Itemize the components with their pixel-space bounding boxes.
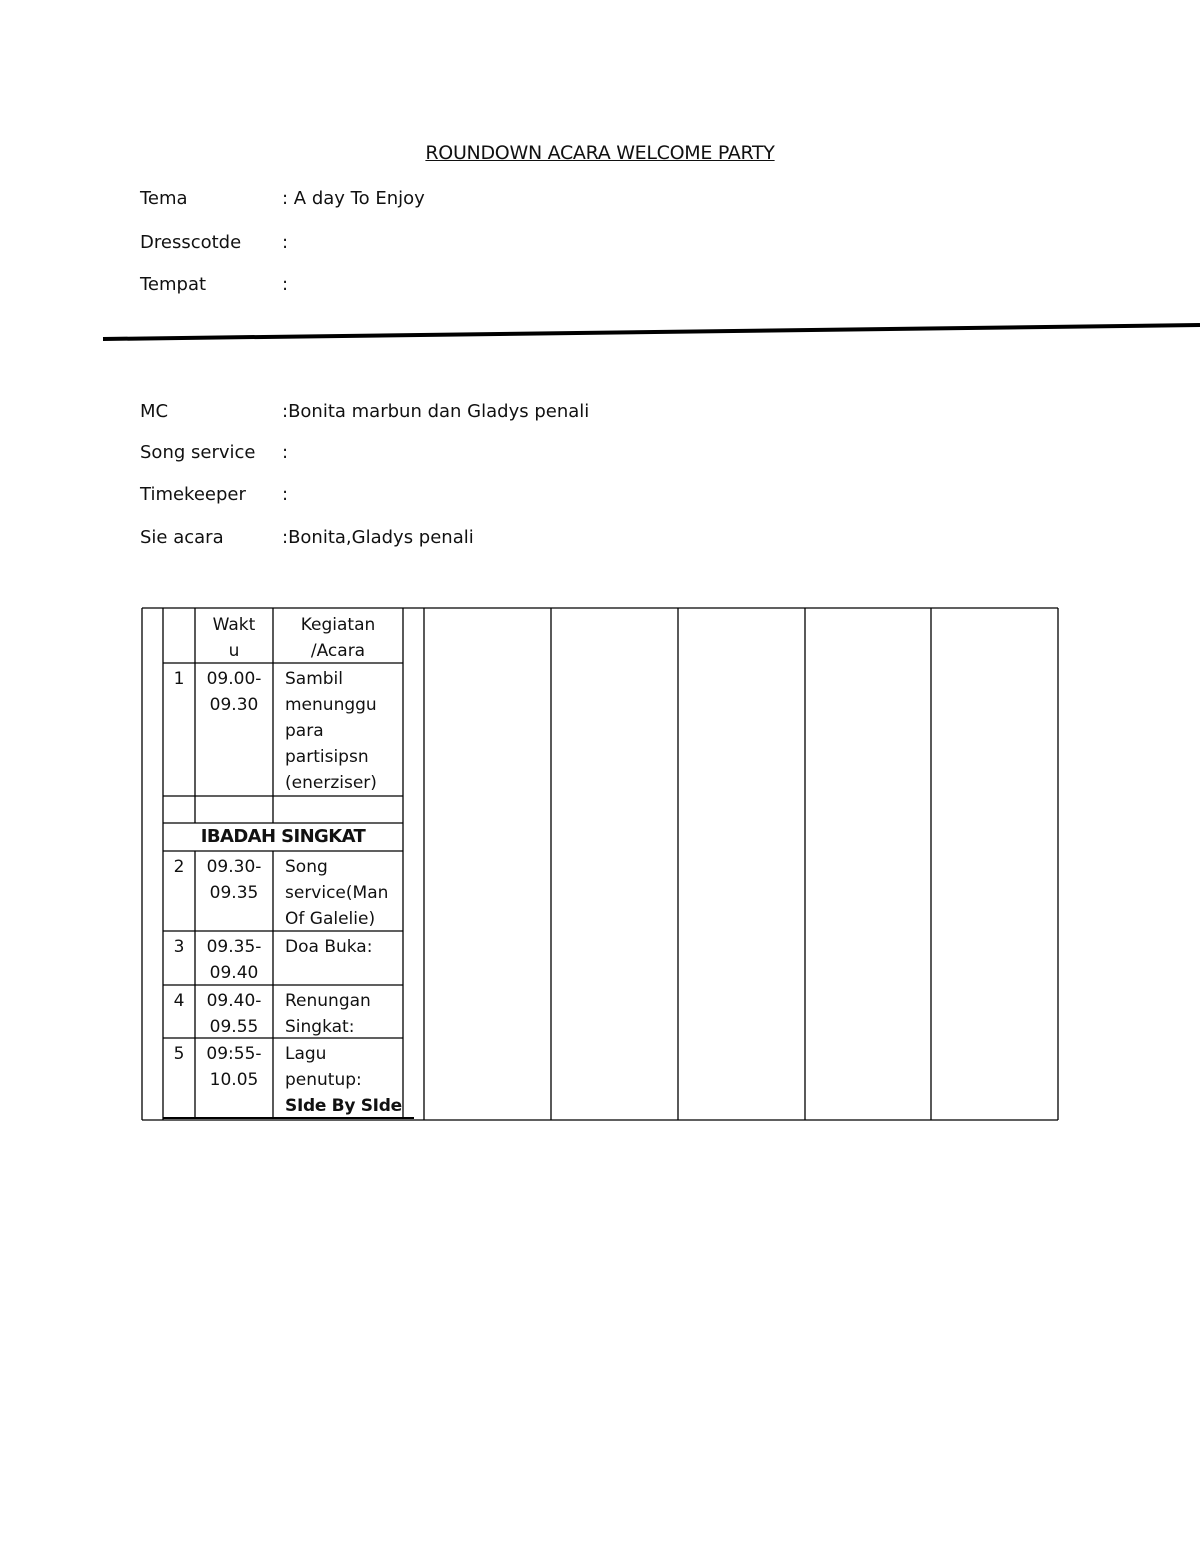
page-title: ROUNDOWN ACARA WELCOME PARTY — [425, 142, 775, 164]
row-time-line: 09.55 — [209, 1017, 259, 1037]
row-activity-line: Sambil — [285, 669, 344, 689]
row-time-line: 09.35- — [206, 937, 262, 957]
header-time-line: Wakt — [212, 615, 256, 635]
info-label: Tempat — [140, 274, 207, 295]
row-activity-line: Song — [285, 857, 328, 877]
row-activity-line: (enerziser) — [285, 773, 377, 793]
header-activity — [274, 612, 402, 664]
row-number: 4 — [173, 991, 185, 1011]
row-time — [196, 988, 272, 1040]
header-activity-line: Kegiatan — [300, 615, 376, 635]
row-activity-line: Of Galelie) — [285, 909, 376, 929]
row-number: 2 — [173, 857, 185, 877]
info-label: Tema — [140, 188, 188, 209]
divider-line — [100, 0, 1200, 360]
row-activity-line: para — [285, 721, 324, 741]
row-number: 1 — [173, 669, 185, 689]
row-activity — [285, 934, 403, 960]
row-time-line: 09.30- — [206, 857, 262, 877]
row-activity-line: Singkat: — [285, 1017, 355, 1037]
header-time — [196, 612, 272, 664]
row-activity-line: partisipsn — [285, 747, 369, 767]
row-activity-line: service(Man — [285, 883, 389, 903]
info-label: Timekeeper — [140, 484, 246, 505]
row-activity — [285, 988, 403, 1040]
row-time — [196, 666, 272, 718]
info-value: : — [282, 274, 289, 295]
row-activity — [285, 666, 403, 796]
info-label: Dresscotde — [140, 232, 242, 253]
row-time-line: 09.35 — [209, 883, 259, 903]
row-activity-song-title: SIde By SIde — [285, 1096, 402, 1116]
row-activity-line: menunggu — [285, 695, 377, 715]
row-time-line: 09.00- — [206, 669, 262, 689]
info-label: MC — [140, 401, 169, 422]
row-activity-line: Doa Buka: — [285, 937, 373, 957]
row-time-line: 09.40 — [209, 963, 259, 983]
row-activity-line: penutup: — [285, 1070, 362, 1090]
row-number: 3 — [173, 937, 185, 957]
info-value: : — [282, 232, 289, 253]
row-number: 5 — [173, 1044, 185, 1064]
row-time-line: 10.05 — [209, 1070, 259, 1090]
row-activity-line: Renungan — [285, 991, 371, 1011]
info-value: :Bonita marbun dan Gladys penali — [282, 401, 590, 422]
row-time — [196, 1041, 272, 1093]
info-value: : — [282, 442, 289, 463]
header-time-line: u — [228, 641, 240, 661]
row-activity — [285, 854, 403, 932]
info-value: :Bonita,Gladys penali — [282, 527, 474, 548]
info-label: Song service — [140, 442, 256, 463]
section-label: IBADAH SINGKAT — [200, 826, 366, 847]
row-activity-line: Lagu — [285, 1044, 327, 1064]
info-label: Sie acara — [140, 527, 224, 548]
info-value: : A day To Enjoy — [282, 188, 425, 209]
row-activity — [285, 1041, 403, 1119]
row-time-line: 09.40- — [206, 991, 262, 1011]
header-activity-line: /Acara — [310, 641, 366, 661]
row-time-line: 09:55- — [206, 1044, 262, 1064]
row-time — [196, 934, 272, 986]
row-time-line: 09.30 — [209, 695, 259, 715]
row-time — [196, 854, 272, 906]
info-value: : — [282, 484, 289, 505]
